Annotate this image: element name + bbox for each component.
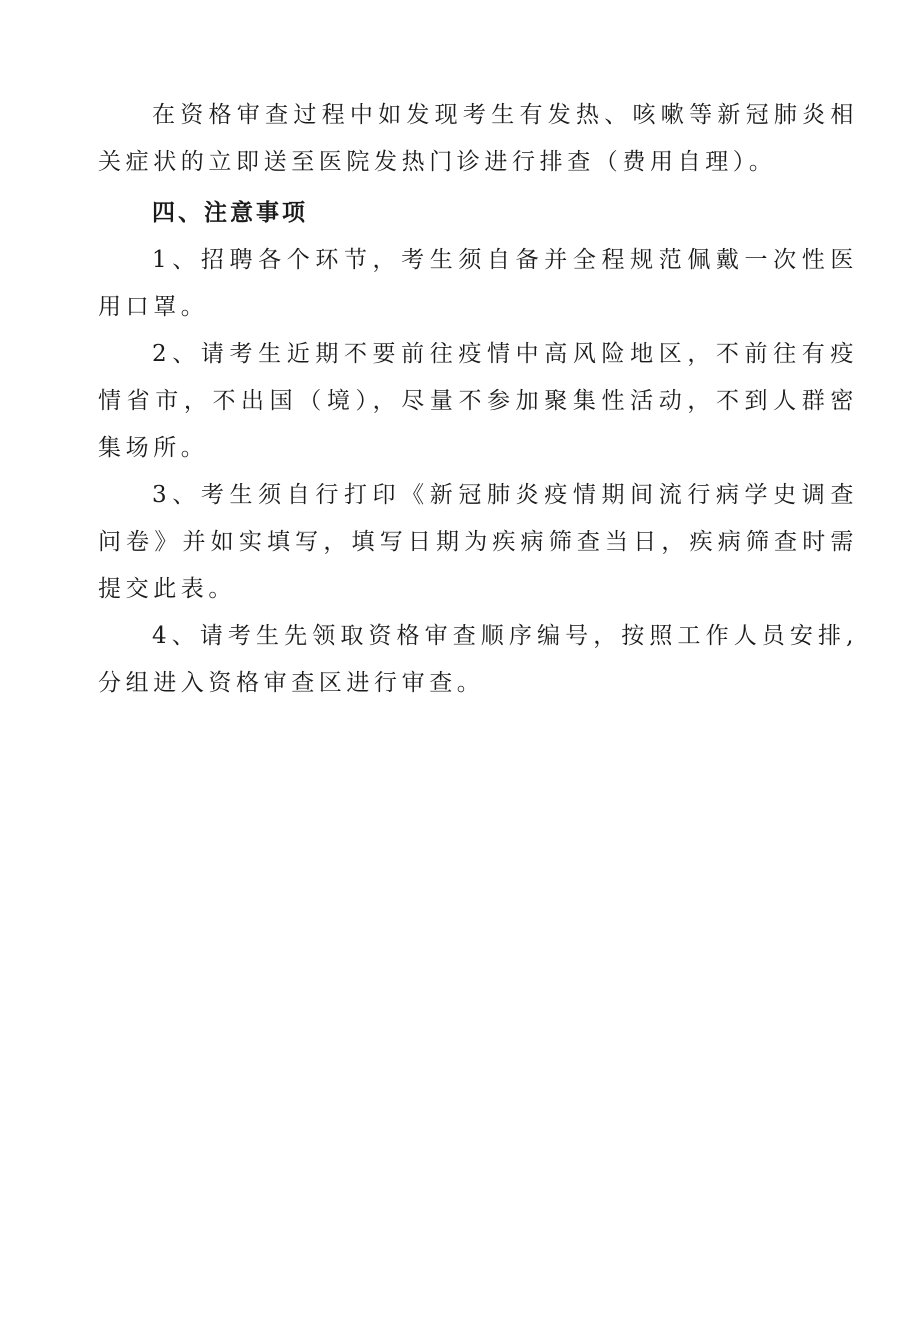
note-item-3: 3、考生须自行打印《新冠肺炎疫情期间流行病学史调查问卷》并如实填写，填写日期为疾病筛查当日，疾病筛查时需提交此表。 — [98, 482, 858, 602]
note-item-2: 2、请考生近期不要前往疫情中高风险地区，不前往有疫情省市，不出国（境），尽量不参加聚集性活动，不到人群密集场所。 — [98, 341, 858, 461]
document-body — [98, 92, 858, 707]
intro-paragraph: 在资格审查过程中如发现考生有发热、咳嗽等新冠肺炎相关症状的立即送至医院发热门诊进行排查（费用自理）。 — [98, 102, 858, 175]
section-heading: 四、注意事项 — [152, 200, 308, 226]
note-item-4: 4、请考生先领取资格审查顺序编号，按照工作人员安排,分组进入资格审查区进行审查。 — [98, 623, 858, 696]
note-item-1: 1、招聘各个环节，考生须自备并全程规范佩戴一次性医用口罩。 — [98, 247, 858, 320]
